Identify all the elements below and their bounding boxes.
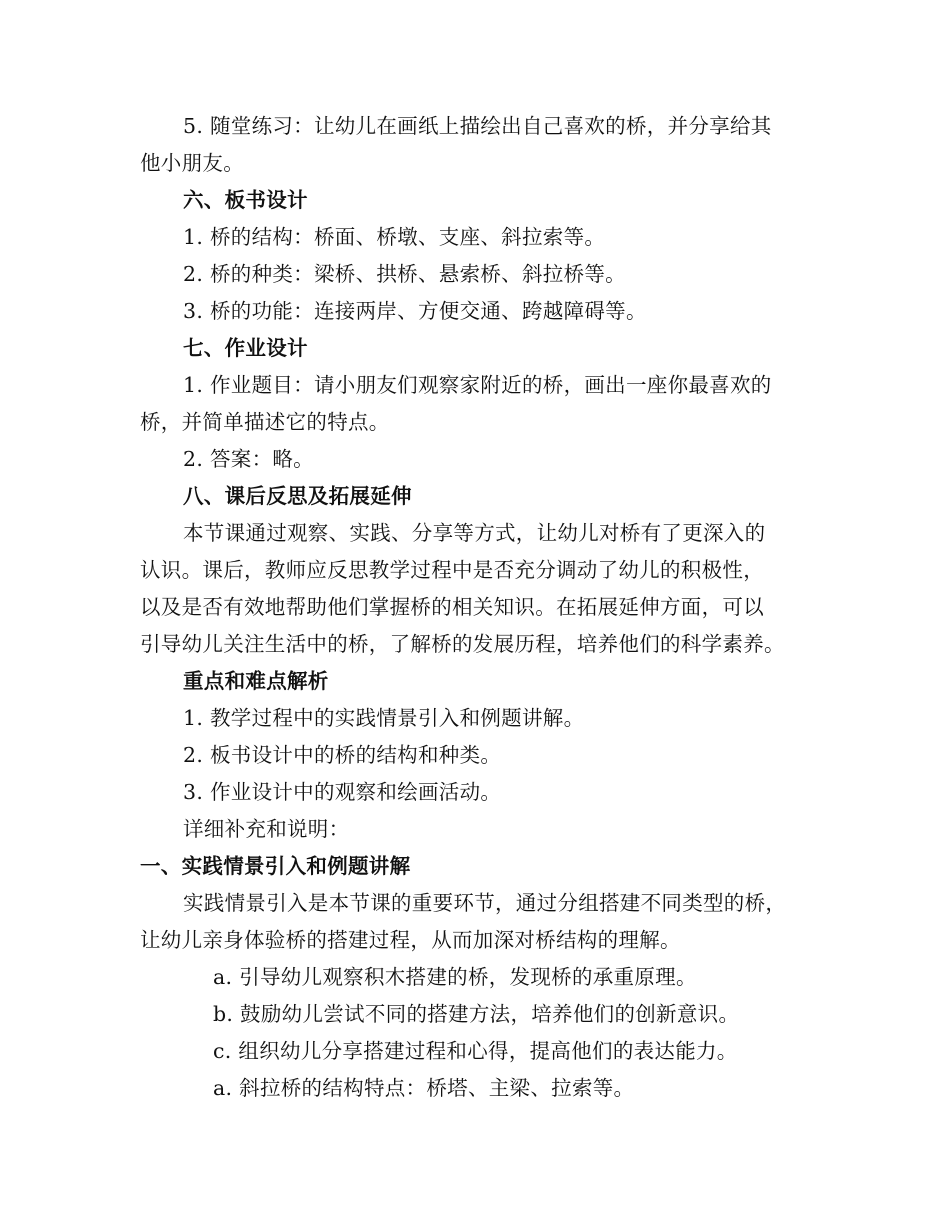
list-item: 2. 桥的种类：梁桥、拱桥、悬索桥、斜拉桥等。 bbox=[183, 262, 626, 286]
text-line: 他小朋友。 bbox=[140, 151, 244, 175]
section-heading: 七、作业设计 bbox=[183, 336, 308, 360]
text-line: 桥，并简单描述它的特点。 bbox=[140, 410, 390, 434]
paragraph-line: 以及是否有效地帮助他们掌握桥的相关知识。在拓展延伸方面，可以 bbox=[140, 595, 764, 619]
sub-list-item: b. 鼓励幼儿尝试不同的搭建方法，培养他们的创新意识。 bbox=[213, 1002, 740, 1026]
sub-list-item: c. 组织幼儿分享搭建过程和心得，提高他们的表达能力。 bbox=[213, 1039, 738, 1063]
list-item: 3. 作业设计中的观察和绘画活动。 bbox=[183, 780, 502, 804]
list-item: 2. 板书设计中的桥的结构和种类。 bbox=[183, 743, 502, 767]
section-heading: 一、实践情景引入和例题讲解 bbox=[140, 854, 411, 878]
list-item: 1. 桥的结构：桥面、桥墩、支座、斜拉索等。 bbox=[183, 225, 606, 249]
sub-list-item: a. 斜拉桥的结构特点：桥塔、主梁、拉索等。 bbox=[213, 1076, 635, 1100]
section-heading: 六、板书设计 bbox=[183, 188, 308, 212]
paragraph-line: 实践情景引入是本节课的重要环节，通过分组搭建不同类型的桥， bbox=[183, 891, 787, 915]
paragraph-line: 认识。课后，教师应反思教学过程中是否充分调动了幼儿的积极性， bbox=[140, 558, 764, 582]
text-line: 5. 随堂练习：让幼儿在画纸上描绘出自己喜欢的桥，并分享给其 bbox=[183, 114, 772, 138]
list-item: 1. 教学过程中的实践情景引入和例题讲解。 bbox=[183, 706, 585, 730]
section-heading: 八、课后反思及拓展延伸 bbox=[183, 484, 412, 508]
paragraph-line: 引导幼儿关注生活中的桥，了解桥的发展历程，培养他们的科学素养。 bbox=[140, 632, 785, 656]
text-line: 详细补充和说明： bbox=[183, 817, 350, 841]
section-heading: 重点和难点解析 bbox=[183, 669, 329, 693]
paragraph-line: 本节课通过观察、实践、分享等方式，让幼儿对桥有了更深入的 bbox=[183, 521, 766, 545]
document-page bbox=[140, 108, 810, 1107]
list-item: 2. 答案：略。 bbox=[183, 447, 314, 471]
list-item: 1. 作业题目：请小朋友们观察家附近的桥，画出一座你最喜欢的 bbox=[183, 373, 772, 397]
paragraph-line: 让幼儿亲身体验桥的搭建过程，从而加深对桥结构的理解。 bbox=[140, 928, 681, 952]
list-item: 3. 桥的功能：连接两岸、方便交通、跨越障碍等。 bbox=[183, 299, 647, 323]
sub-list-item: a. 引导幼儿观察积木搭建的桥，发现桥的承重原理。 bbox=[213, 965, 697, 989]
